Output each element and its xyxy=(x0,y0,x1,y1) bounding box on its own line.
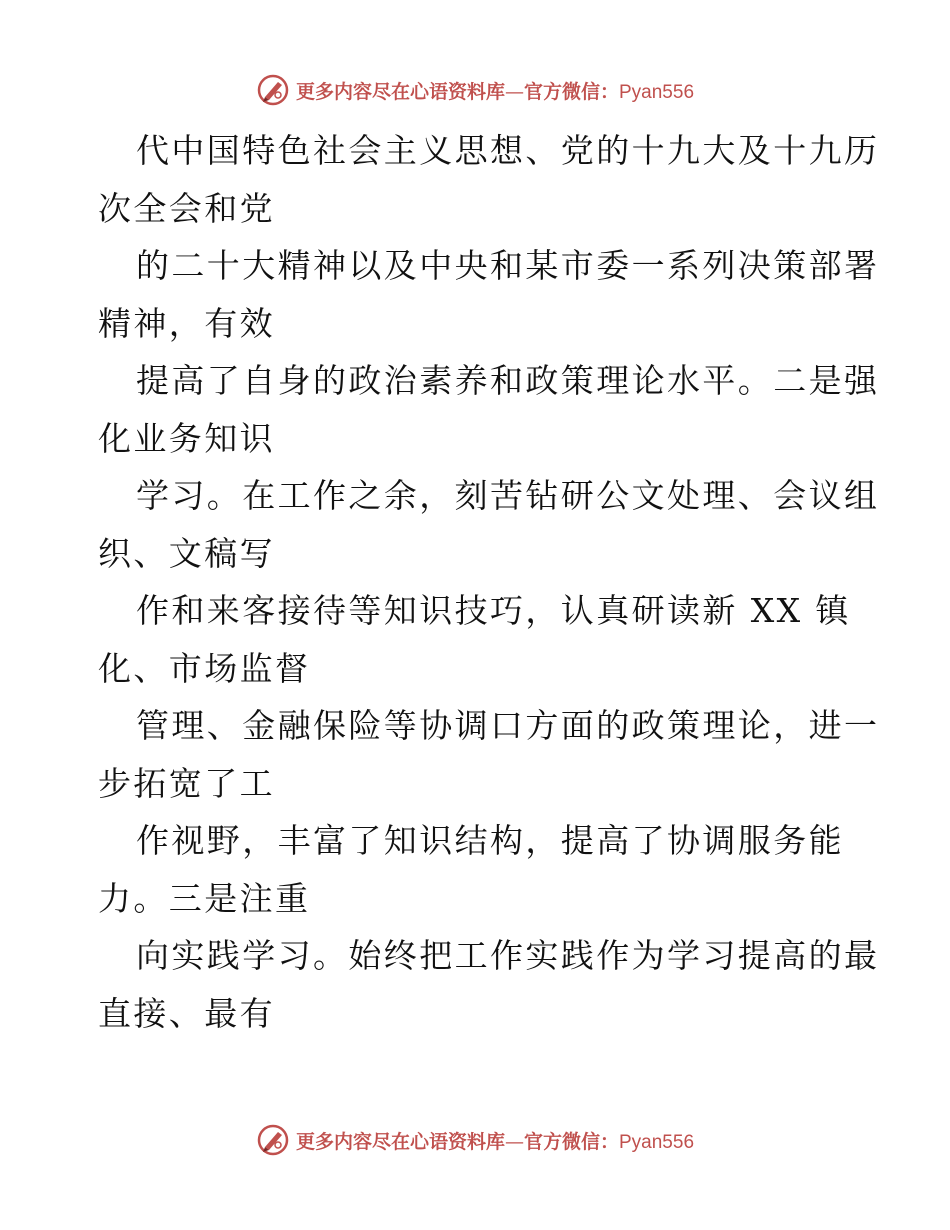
header-banner xyxy=(0,70,950,110)
text-line: 力。三是注重 xyxy=(98,878,311,918)
text-line: 的二十大精神以及中央和某市委一系列决策部署 xyxy=(136,246,880,285)
text-line: 代中国特色社会主义思想、党的十九大及十九历 xyxy=(136,131,880,170)
text-line: 作视野，丰富了知识结构，提高了协调服务能 xyxy=(136,821,844,860)
document-body xyxy=(98,122,918,1042)
footer-text: 更多内容尽在心语资料库—官方微信：Pyan556 xyxy=(295,1130,695,1153)
text-line: 向实践学习。始终把工作实践作为学习提高的最 xyxy=(136,936,880,975)
header-text: 更多内容尽在心语资料库—官方微信：Pyan556 xyxy=(295,80,695,103)
text-line: 步拓宽了工 xyxy=(98,763,275,803)
text-line: 精神，有效 xyxy=(98,303,275,343)
text-line: 学习。在工作之余，刻苦钻研公文处理、会议组 xyxy=(136,476,880,515)
text-line: 提高了自身的政治素养和政策理论水平。二是强 xyxy=(136,361,880,400)
pen-logo-icon xyxy=(256,73,290,107)
text-line: 织、文稿写 xyxy=(98,533,275,573)
text-line: 作和来客接待等知识技巧，认真研读新 XX 镇 xyxy=(136,591,851,630)
text-line: 化业务知识 xyxy=(98,418,275,458)
text-line: 管理、金融保险等协调口方面的政策理论，进一 xyxy=(136,706,880,745)
pen-logo-icon xyxy=(256,1123,290,1157)
text-line: 化、市场监督 xyxy=(98,648,311,688)
text-line: 直接、最有 xyxy=(98,993,275,1033)
footer-banner xyxy=(0,1120,950,1160)
text-line: 次全会和党 xyxy=(98,188,275,228)
